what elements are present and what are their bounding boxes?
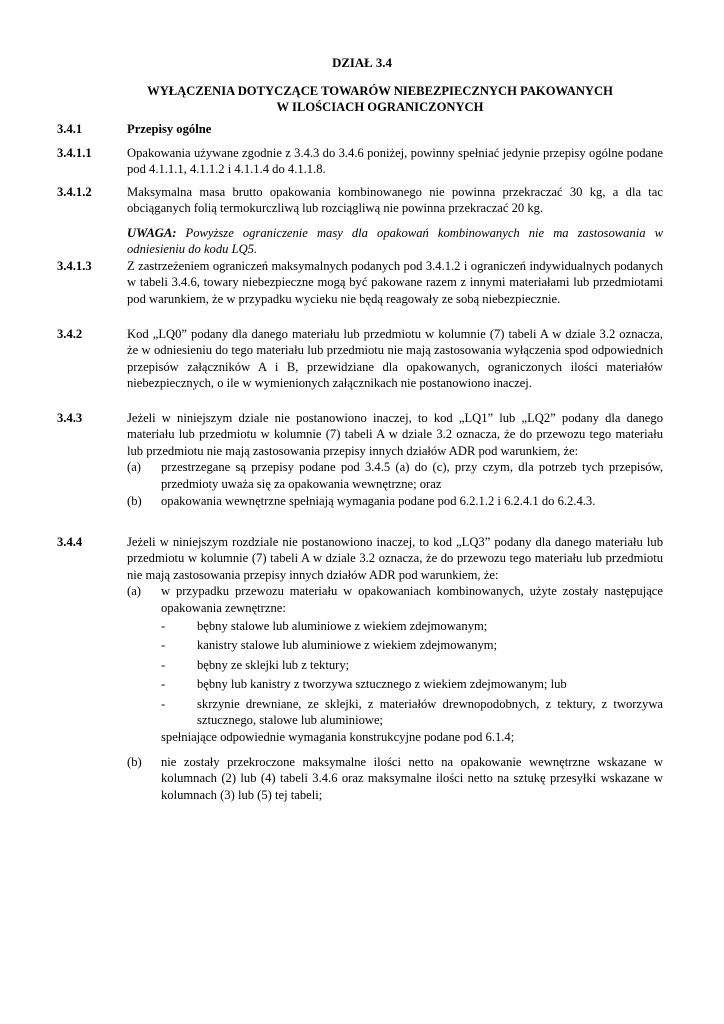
section-text: Kod „LQ0” podany dla danego materiału lub przedmiotu w kolumnie (7) tabeli A w dziale 3.2 oznacza, że w odniesieniu do tego materiału lub przedmiotu nie mają zastosowania wyłączenia spod odpowiednich przepisów załączników A i B, przewidziane dla opakowanych, ograniczonych ilości materiałów niebezpiecznych, o ile w wymienionych załącznikach nie postanowiono inaczej. xyxy=(127,327,663,391)
dash-text: bębny lub kanistry z tworzywa sztucznego z wiekiem zdejmowanym; lub xyxy=(197,677,567,692)
list-item xyxy=(127,459,663,492)
item-mark: (a) xyxy=(127,584,141,599)
list-item xyxy=(127,754,663,803)
item-text: nie zostały przekroczone maksymalne ilości netto na opakowanie wewnętrzne wskazane w kolumnach (2) lub (4) tabeli 3.4.6 oraz maksymalne ilości netto na sztukę przesyłki wskazane w kolumnach (3) lub (5) tej tabeli; xyxy=(161,754,663,802)
dash-text: bębny ze sklejki lub z tektury; xyxy=(197,657,350,672)
dash-text: bębny stalowe lub aluminiowe z wiekiem zdejmowanym; xyxy=(197,619,488,634)
dash-item xyxy=(161,637,663,653)
dash-mark: - xyxy=(161,696,166,711)
note xyxy=(127,225,663,258)
heading-line-1: WYŁĄCZENIA DOTYCZĄCE TOWARÓW NIEBEZPIECZNYCH PAKOWANYCH xyxy=(147,84,613,98)
list-item xyxy=(127,583,663,616)
section-text: Maksymalna masa brutto opakowania kombinowanego nie powinna przekraczać 30 kg, a dla tac obciąganych folią termokurczliwą lub rozciągliwą nie powinna przekraczać 20 kg. xyxy=(127,185,663,216)
list-item xyxy=(127,493,663,509)
chapter-title: DZIAŁ 3.4 xyxy=(332,56,392,70)
dash-item xyxy=(161,676,663,692)
item-mark: (a) xyxy=(127,460,141,475)
section-text: Jeżeli w niniejszym dziale nie postanowiono inaczej, to kod „LQ1” lub „LQ2” podany dla danego materiału lub przedmiotu w kolumnie (7) tabeli A w dziale 3.2 oznacza, że do przewozu tego materiału lub przedmiotu nie mają zastosowania przepisy innych działów ADR pod warunkiem, że: xyxy=(127,411,663,458)
dash-mark: - xyxy=(161,638,166,653)
section-number: 3.4.2 xyxy=(57,327,83,341)
section-number: 3.4.4 xyxy=(57,535,83,549)
section-number: 3.4.1.1 xyxy=(57,146,92,160)
item-text: przestrzegane są przepisy podane pod 3.4.5 (a) do (c), przy czym, dla potrzeb tych przepisów, przedmioty uważa się za opakowania wewnętrzne; oraz xyxy=(161,460,663,491)
item-continuation: spełniające odpowiednie wymagania konstrukcyjne podane pod 6.1.4; xyxy=(161,730,515,745)
dash-item xyxy=(161,657,663,673)
item-text: opakowania wewnętrzne spełniają wymagania podane pod 6.2.1.2 i 6.2.4.1 do 6.2.4.3. xyxy=(161,494,596,509)
section-text: Opakowania używane zgodnie z 3.4.3 do 3.4.6 poniżej, powinny spełniać jedynie przepisy ogólne podane pod 4.1.1.1, 4.1.1.2 i 4.1.1.4 do 4.1.1.8. xyxy=(127,146,663,177)
heading-line-2: W ILOŚCIACH OGRANICZONYCH xyxy=(276,99,484,114)
dash-item xyxy=(161,618,663,634)
chapter-heading xyxy=(100,84,660,115)
item-mark: (b) xyxy=(127,494,142,509)
dash-text: kanistry stalowe lub aluminiowe z wiekiem zdejmowanym; xyxy=(197,638,498,653)
dash-text: skrzynie drewniane, ze sklejki, z materiałów drewnopodobnych, z tektury, z tworzywa sztucznego, stalowe lub aluminiowe; xyxy=(197,696,663,728)
section-number: 3.4.1 xyxy=(57,122,83,136)
section-heading: Przepisy ogólne xyxy=(127,122,212,136)
section-number: 3.4.1.3 xyxy=(57,259,92,273)
note-label: UWAGA: xyxy=(127,225,177,240)
section-text: Z zastrzeżeniem ograniczeń maksymalnych podanych pod 3.4.1.2 i ograniczeń indywidualnych podanych w tabeli 3.4.6, towary niebezpieczne mogą być pakowane razem z innymi materiałami lub przedmiotami pod warunkiem, że w przypadku wycieku nie będą reagowały ze sobą niebezpiecznie. xyxy=(127,259,663,306)
dash-mark: - xyxy=(161,619,166,634)
section-text: Jeżeli w niniejszym rozdziale nie postanowiono inaczej, to kod „LQ3” podany dla danego materiału lub przedmiotu w kolumnie (7) tabeli A w dziale 3.2 oznacza, że do przewozu tego materiału lub przedmiotu nie mają zastosowania przepisy innych działów ADR pod warunkiem, że: xyxy=(127,535,663,582)
section-number: 3.4.3 xyxy=(57,411,83,425)
dash-item xyxy=(161,696,663,729)
dash-mark: - xyxy=(161,657,166,672)
dash-mark: - xyxy=(161,677,166,692)
note-text: Powyższe ograniczenie masy dla opakowań kombinowanych nie ma zastosowania w odniesieniu do kodu LQ5. xyxy=(127,225,663,257)
section-number: 3.4.1.2 xyxy=(57,185,92,199)
item-text: w przypadku przewozu materiału w opakowaniach kombinowanych, użyte zostały następujące opakowania zewnętrzne: xyxy=(161,584,663,615)
item-mark: (b) xyxy=(127,754,142,769)
